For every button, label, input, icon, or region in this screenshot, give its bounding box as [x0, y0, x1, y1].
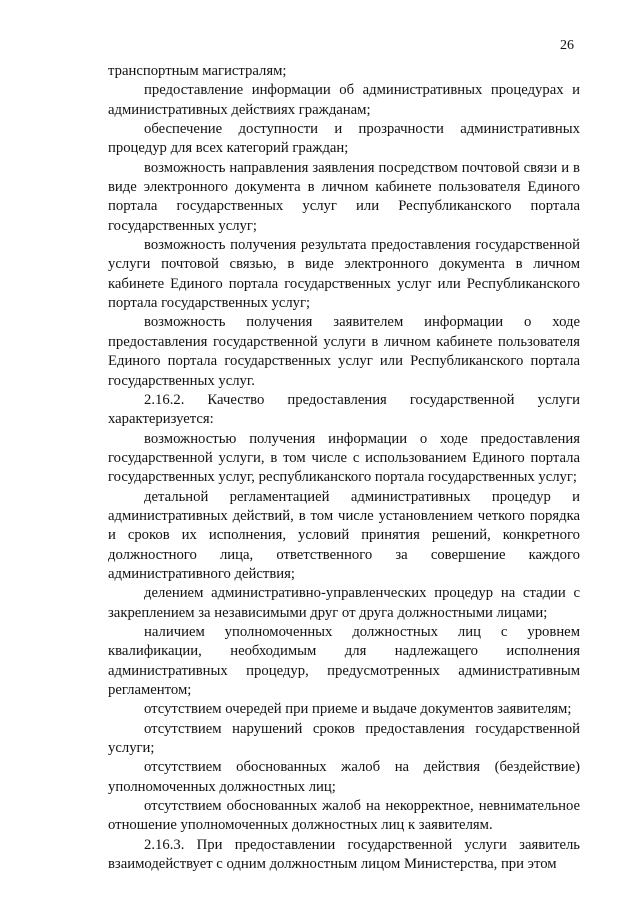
page-number: 26 [560, 38, 574, 53]
paragraph: наличием уполномоченных должностных лиц с уровнем квалификации, необходимым для надлежащего исполнения административных процедур, предусмотренных административным регламентом; [108, 623, 580, 698]
paragraph: 2.16.2. Качество предоставления государственной услуги характеризуется: [108, 391, 580, 428]
paragraph: транспортным магистралям; [108, 63, 287, 79]
paragraph: возможность направления заявления посредством почтовой связи и в виде электронного документа в личном кабинете пользователя Единого портала государственных услуг или Республиканского портала государственных услуг; [108, 159, 580, 234]
document-body [108, 62, 580, 874]
paragraph: возможность получения результата предоставления государственной услуги почтовой связью, в виде электронного документа в личном кабинете Единого портала государственных услуг или Республиканского портала государственных услуг; [108, 237, 580, 312]
paragraph: 2.16.3. При предоставлении государственной услуги заявитель взаимодействует с одним должностным лицом Министерства, при этом [108, 836, 580, 873]
paragraph: отсутствием очередей при приеме и выдаче документов заявителям; [144, 701, 572, 718]
paragraph: возможность получения заявителем информации о ходе предоставления государственной услуги в личном кабинете пользователя Единого портала государственных услуг или Республиканского портала государственных услуг. [108, 314, 580, 389]
paragraph: делением административно-управленческих процедур на стадии с закреплением за независимыми друг от друга должностными лицами; [108, 585, 580, 621]
paragraph: обеспечение доступности и прозрачности административных процедур для всех категорий граждан; [108, 121, 580, 157]
paragraph: отсутствием нарушений сроков предоставления государственной услуги; [108, 720, 580, 757]
paragraph: отсутствием обоснованных жалоб на некорректное, невнимательное отношение уполномоченных должностных лиц к заявителям. [108, 798, 580, 834]
paragraph: отсутствием обоснованных жалоб на действия (бездействие) уполномоченных должностных лиц; [108, 759, 580, 795]
paragraph: возможностью получения информации о ходе предоставления государственной услуги, в том числе с использованием Единого портала государственных услуг, республиканского портала государственных услуг; [108, 430, 580, 486]
paragraph: предоставление информации об административных процедурах и административных действиях гражданам; [108, 82, 580, 118]
paragraph: детальной регламентацией административных процедур и административных действий, в том числе установлением четкого порядка и сроков их исполнения, условий принятия решений, конкретного должностного лица, ответственного за совершение каждого административного действия; [108, 488, 580, 582]
